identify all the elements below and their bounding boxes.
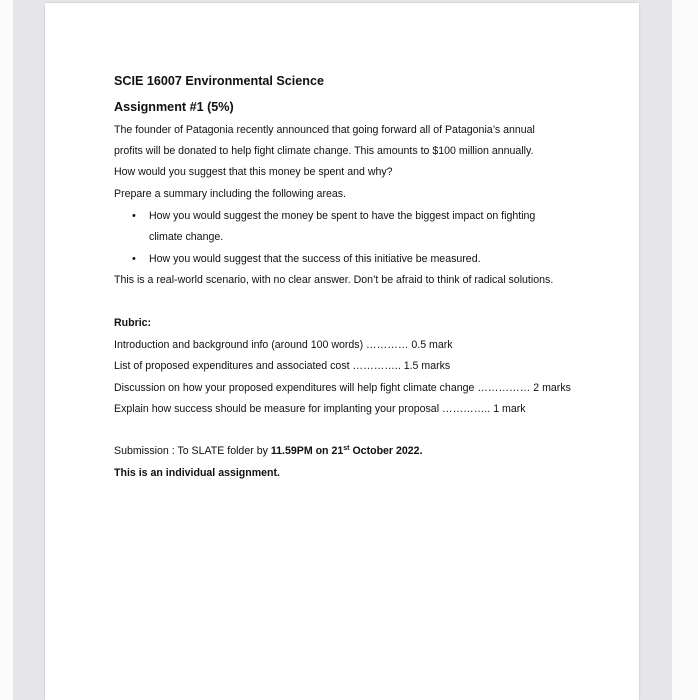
submission-prefix: Submission : To SLATE folder by	[114, 445, 271, 457]
deadline-month-year: October 2022.	[349, 445, 423, 457]
bullet-1-text-line-1: How you would suggest the money be spent to have the biggest impact on fighting	[149, 210, 536, 222]
intro-text-line-2: profits will be donated to help fight climate change. This amounts to $100 million annually.	[114, 145, 534, 157]
rubric-item: Discussion on how your proposed expenditures will help fight climate change …………… 2 marks	[114, 382, 571, 394]
deadline-time-date: 11.59PM on 21	[270, 445, 344, 457]
submission-line	[114, 444, 423, 458]
rubric-item: Explain how success should be measure for implanting your proposal ………….. 1 mark	[114, 403, 526, 415]
assignment-title: Assignment #1 (5%)	[114, 100, 234, 114]
course-title: SCIE 16007 Environmental Science	[114, 74, 324, 88]
bullet-1-text-line-2: climate change.	[149, 231, 224, 243]
bullet-2-marker: •	[132, 253, 136, 265]
right-background-band	[672, 0, 698, 700]
intro-text-line-3: How would you suggest that this money be spent and why?	[114, 166, 393, 178]
document-page	[45, 3, 639, 700]
intro-text-line-1: The founder of Patagonia recently announced that going forward all of Patagonia’s annual	[114, 124, 535, 136]
deadline-ordinal-suffix: st	[343, 445, 350, 452]
bullet-1-marker: •	[132, 210, 136, 222]
individual-assignment-note: This is an individual assignment.	[114, 467, 281, 479]
prepare-summary-line: Prepare a summary including the following areas.	[114, 188, 347, 200]
submission-deadline	[271, 445, 423, 457]
rubric-heading: Rubric:	[114, 317, 152, 329]
scenario-text: This is a real-world scenario, with no clear answer. Don’t be afraid to think of radical solutions.	[114, 274, 554, 286]
left-background-band	[0, 0, 13, 700]
bullet-2-text: How you would suggest that the success of this initiative be measured.	[149, 253, 481, 265]
rubric-item: Introduction and background info (around 100 words) ………… 0.5 mark	[114, 339, 453, 351]
rubric-item: List of proposed expenditures and associated cost ………….. 1.5 marks	[114, 360, 451, 372]
